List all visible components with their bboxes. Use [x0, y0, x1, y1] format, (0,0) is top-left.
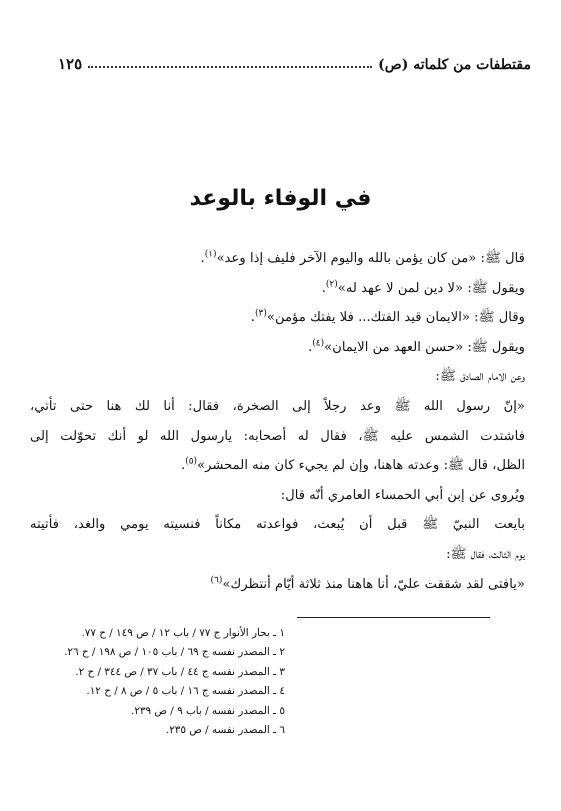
footnote-ref: (٤) [312, 338, 325, 349]
body-line: الظل، قال ﷺ: وعدته هاهنا، وإن لم يجيء كان منه المحشر»$^{(٥)}$. [180, 456, 525, 474]
footnote-ref: (٢) [325, 279, 338, 290]
footnote-ref: (٦) [210, 575, 223, 586]
footnote-ref: (١) [204, 249, 217, 260]
body-line: ويقول ﷺ: «لا دين لمن لا عهد له»$^{(٢)}$. [321, 279, 525, 296]
section-title: في الوفاء بالوعد [189, 186, 372, 211]
running-header [58, 51, 531, 73]
body-line: وقال ﷺ: «الايمان قيد الفتك... فلا يفتك مؤمن»$^{(٣)}$. [250, 308, 525, 326]
body-text [30, 244, 525, 599]
footnote-separator [297, 617, 490, 618]
footnote: ٥ ـ المصدر نفسه / باب ٩ / ص ٢٣٩. [131, 704, 285, 717]
footnotes [25, 624, 285, 740]
body-line: يوم الثالث، فقال ﷺ: [446, 546, 525, 562]
footnote: ٦ ـ المصدر نفسه / ص ٢٣٥. [165, 724, 285, 737]
body-line: وعن الامام الصادق ﷺ: [435, 369, 525, 385]
body-line: بايعت النبيّ ﷺ قبل أن يُبعث، فواعدته مكاناً فنسيته يومي والغد، فأتيته [30, 517, 525, 533]
running-title: مقتطفات من كلماته (ص) [378, 57, 531, 73]
footnote: ١ ـ بحار الأنوار ج ٧٧ / باب ١٢ / ص ١٤٩ / ح ٧٧. [81, 627, 285, 639]
body-line: ويقول ﷺ: «حسن العهد من الايمان»$^{(٤)}$. [308, 338, 525, 355]
footnote: ٤ ـ المصدر نفسه ج ١٦ / باب ٥ / ص ٨ / ح ١٢. [86, 685, 285, 698]
body-line: فاشتدت الشمس عليه ﷺ، فقال له أصحابه: يارسول الله لو أنك تحوّلت إلى [30, 428, 525, 444]
leader-dots [88, 66, 372, 68]
footnote-ref: (٥) [185, 456, 198, 467]
body-line: «إنّ رسول الله ﷺ وعد رجلاً إلى الصخرة، فقال: أنا لك هنا حتى تأتي، [30, 398, 525, 414]
page-number: ١٢٥ [58, 55, 83, 73]
footnote-ref: (٣) [255, 308, 267, 319]
footnote: ٢ ـ المصدر نفسه ج ٦٩ / باب ١٠٥ / ص ١٩٨ / ح ٢٦. [64, 646, 285, 659]
body-line: ويُروى عن إبن أبي الحمساء العامري أنّه قال: [280, 487, 525, 503]
body-line: قال ﷺ: «من كان يؤمن بالله واليوم الآخر فليف إذا وعد»$^{(١)}$. [200, 249, 525, 266]
body-line: «يافتى لقد شققت عليّ، أنا هاهنا منذ ثلاثة أيّام أنتظرك»$^{(٦)}$ [210, 575, 525, 592]
footnote: ٣ ـ المصدر نفسه ج ٤٤ / باب ٣٧ / ص ٣٤٤ / ح ٢. [75, 665, 285, 678]
